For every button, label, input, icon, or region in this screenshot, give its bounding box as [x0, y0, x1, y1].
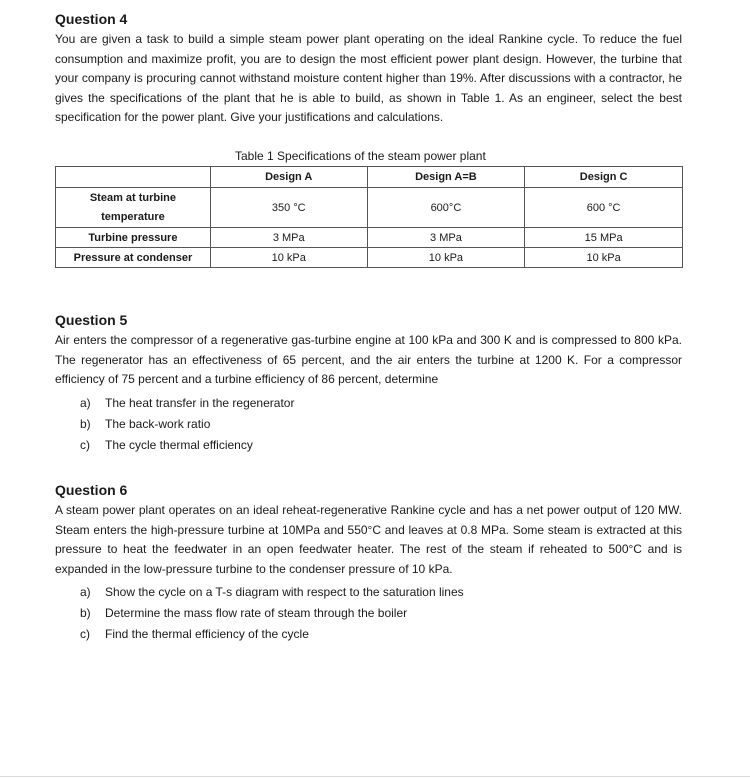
list-item-text: The heat transfer in the regenerator: [105, 396, 295, 410]
table-cell: 3 MPa: [210, 228, 367, 248]
list-item-text: Show the cycle on a T-s diagram with respect to the saturation lines: [105, 585, 464, 599]
table-cell: 10 kPa: [367, 248, 525, 268]
specifications-table: [55, 166, 683, 268]
table-row: [56, 248, 683, 268]
table-cell: 350 °C: [210, 188, 367, 228]
table-header-row: [56, 167, 683, 188]
list-item-text: Determine the mass flow rate of steam through the boiler: [105, 606, 408, 620]
page-bottom-divider: [0, 776, 750, 777]
table-header-cell: Design A: [210, 167, 367, 188]
table-row-header: Steam at turbine temperature: [56, 188, 211, 228]
question-6-text: A steam power plant operates on an ideal reheat-regenerative Rankine cycle and has a net power output of 120 MW. Steam enters the high-pressure turbine at 10MPa and 550°C and leaves at 0.8 MPa. Some steam is extracted at this pressure to heat the feedwater in an open feedwater heater. The rest of the steam if reheated to 500°C and is expanded in the low-pressure turbine to the condenser pressure of 10 kPa.: [55, 503, 682, 576]
list-item: [80, 393, 294, 414]
table-cell: 600 °C: [525, 188, 683, 228]
table-header-cell: Design A=B: [367, 167, 525, 188]
list-item-text: The back-work ratio: [105, 417, 211, 431]
table-header-cell: [56, 167, 211, 188]
list-item-label: a): [80, 585, 91, 599]
list-item: [80, 414, 294, 435]
table-header-cell: Design C: [525, 167, 683, 188]
table-row-header: Pressure at condenser: [56, 248, 211, 268]
question-5-text: Air enters the compressor of a regenerative gas-turbine engine at 100 kPa and 300 K and is compressed to 800 kPa. The regenerator has an effectiveness of 65 percent, and the air enters the turbine at 1200 K. For a compressor efficiency of 75 percent and a turbine efficiency of 86 percent, determine: [55, 333, 682, 386]
table-cell: 15 MPa: [525, 228, 683, 248]
question-4-text: You are given a task to build a simple steam power plant operating on the ideal Rankine cycle. To reduce the fuel consumption and maximize profit, you are to design the most efficient power plant design. However, the turbine that your company is procuring cannot withstand moisture content higher than 19%. After discussions with a contractor, he gives the specifications of the plant that he is able to build, as shown in Table 1. As an engineer, select the best specification for the power plant. Give your justifications and calculations.: [55, 32, 682, 124]
question-6-parts: [80, 582, 464, 645]
table-cell: 600°C: [367, 188, 525, 228]
list-item: [80, 582, 464, 603]
table-caption: Table 1 Specifications of the steam power plant: [235, 149, 486, 163]
list-item-label: a): [80, 396, 91, 410]
table-row: [56, 188, 683, 228]
question-5-parts: [80, 393, 294, 456]
table-cell: 10 kPa: [525, 248, 683, 268]
table-row-header: Turbine pressure: [56, 228, 211, 248]
table-cell: 3 MPa: [367, 228, 525, 248]
list-item-text: The cycle thermal efficiency: [105, 438, 253, 452]
table-row: [56, 228, 683, 248]
list-item-label: b): [80, 417, 91, 431]
table-cell: 10 kPa: [210, 248, 367, 268]
list-item-label: c): [80, 627, 90, 641]
question-5-title: Question 5: [55, 312, 128, 328]
question-4-title: Question 4: [55, 11, 128, 27]
list-item-label: b): [80, 606, 91, 620]
list-item-label: c): [80, 438, 90, 452]
list-item: [80, 603, 464, 624]
list-item: [80, 624, 464, 645]
list-item-text: Find the thermal efficiency of the cycle: [105, 627, 309, 641]
question-6-title: Question 6: [55, 482, 128, 498]
list-item: [80, 435, 294, 456]
